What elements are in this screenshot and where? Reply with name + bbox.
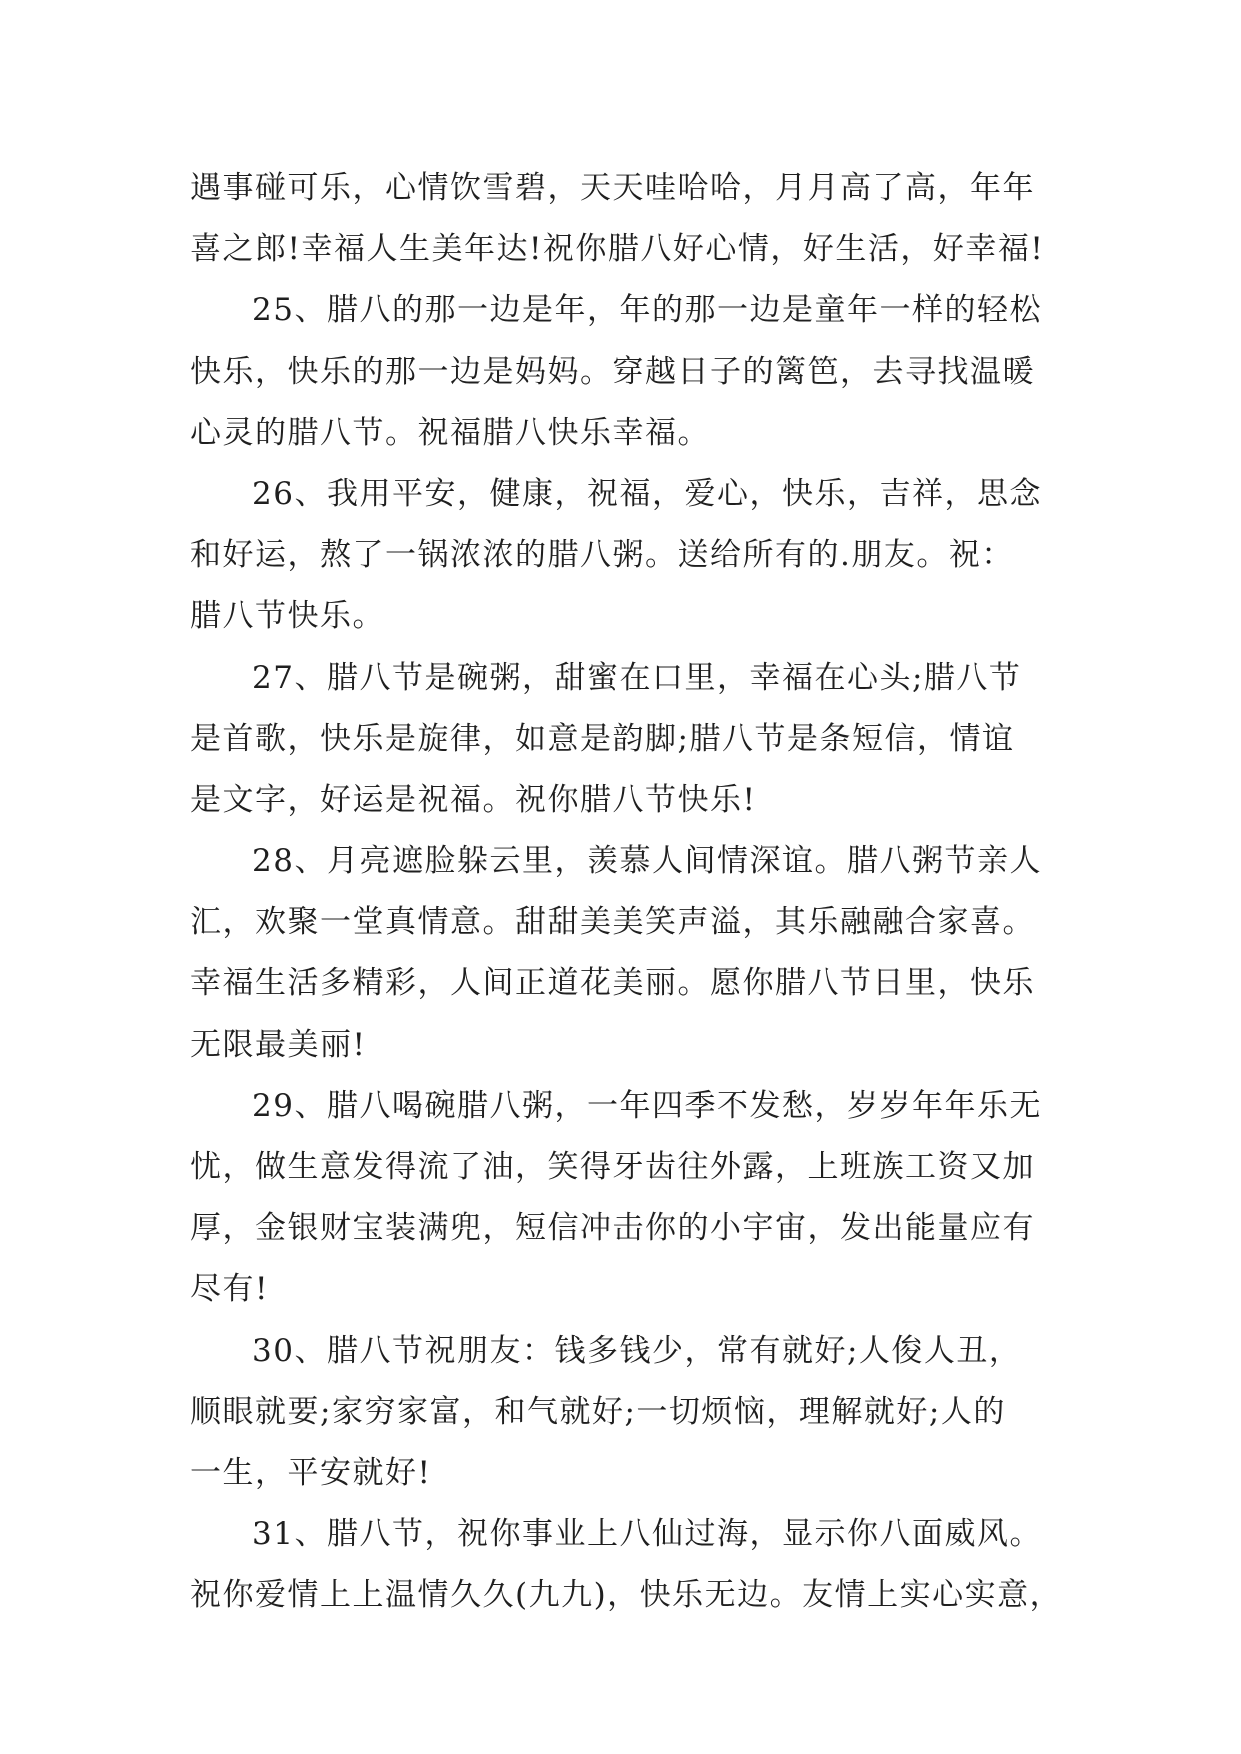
text-line: 28、月亮遮脸躲云里，羡慕人间情深谊。腊八粥节亲人 bbox=[252, 843, 1042, 880]
text-line: 26、我用平安，健康，祝福，爱心，快乐，吉祥，思念 bbox=[252, 475, 1042, 512]
text-line: 无限最美丽! bbox=[190, 1026, 367, 1063]
text-line: 是首歌，快乐是旋律，如意是韵脚;腊八节是条短信，情谊 bbox=[190, 720, 1015, 757]
text-line: 顺眼就要;家穷家富，和气就好;一切烦恼，理解就好;人的 bbox=[190, 1393, 1006, 1430]
document-body bbox=[190, 158, 1070, 1627]
text-line: 和好运，熬了一锅浓浓的腊八粥。送给所有的.朋友。祝： bbox=[190, 537, 1014, 574]
text-line: 30、腊八节祝朋友：钱多钱少，常有就好;人俊人丑， bbox=[252, 1332, 1022, 1369]
text-line: 31、腊八节，祝你事业上八仙过海，显示你八面威风。 bbox=[252, 1516, 1042, 1553]
text-line: 一生，平安就好! bbox=[190, 1454, 432, 1491]
text-line: 腊八节快乐。 bbox=[190, 598, 385, 635]
text-line: 祝你爱情上上温情久久(九九)，快乐无边。友情上实心实意， bbox=[190, 1577, 1063, 1614]
text-line: 心灵的腊八节。祝福腊八快乐幸福。 bbox=[190, 414, 710, 451]
text-line: 厚，金银财宝装满兜，短信冲击你的小宇宙，发出能量应有 bbox=[190, 1210, 1035, 1247]
text-line: 是文字，好运是祝福。祝你腊八节快乐! bbox=[190, 781, 757, 818]
text-line: 尽有! bbox=[190, 1271, 269, 1308]
text-line: 忧，做生意发得流了油，笑得牙齿往外露，上班族工资又加 bbox=[190, 1149, 1035, 1185]
text-line: 27、腊八节是碗粥，甜蜜在口里，幸福在心头;腊八节 bbox=[252, 659, 1022, 696]
text-line: 快乐，快乐的那一边是妈妈。穿越日子的篱笆，去寻找温暖 bbox=[190, 353, 1035, 390]
text-line: 25、腊八的那一边是年，年的那一边是童年一样的轻松 bbox=[252, 292, 1042, 329]
text-line: 遇事碰可乐，心情饮雪碧，天天哇哈哈，月月高了高，年年 bbox=[190, 170, 1035, 206]
text-line: 喜之郎!幸福人生美年达!祝你腊八好心情，好生活，好幸福! bbox=[190, 231, 1045, 268]
text-line: 汇，欢聚一堂真情意。甜甜美美笑声溢，其乐融融合家喜。 bbox=[190, 904, 1035, 941]
text-line: 29、腊八喝碗腊八粥，一年四季不发愁，岁岁年年乐无 bbox=[252, 1087, 1042, 1124]
text-line: 幸福生活多精彩，人间正道花美丽。愿你腊八节日里，快乐 bbox=[190, 965, 1035, 1002]
